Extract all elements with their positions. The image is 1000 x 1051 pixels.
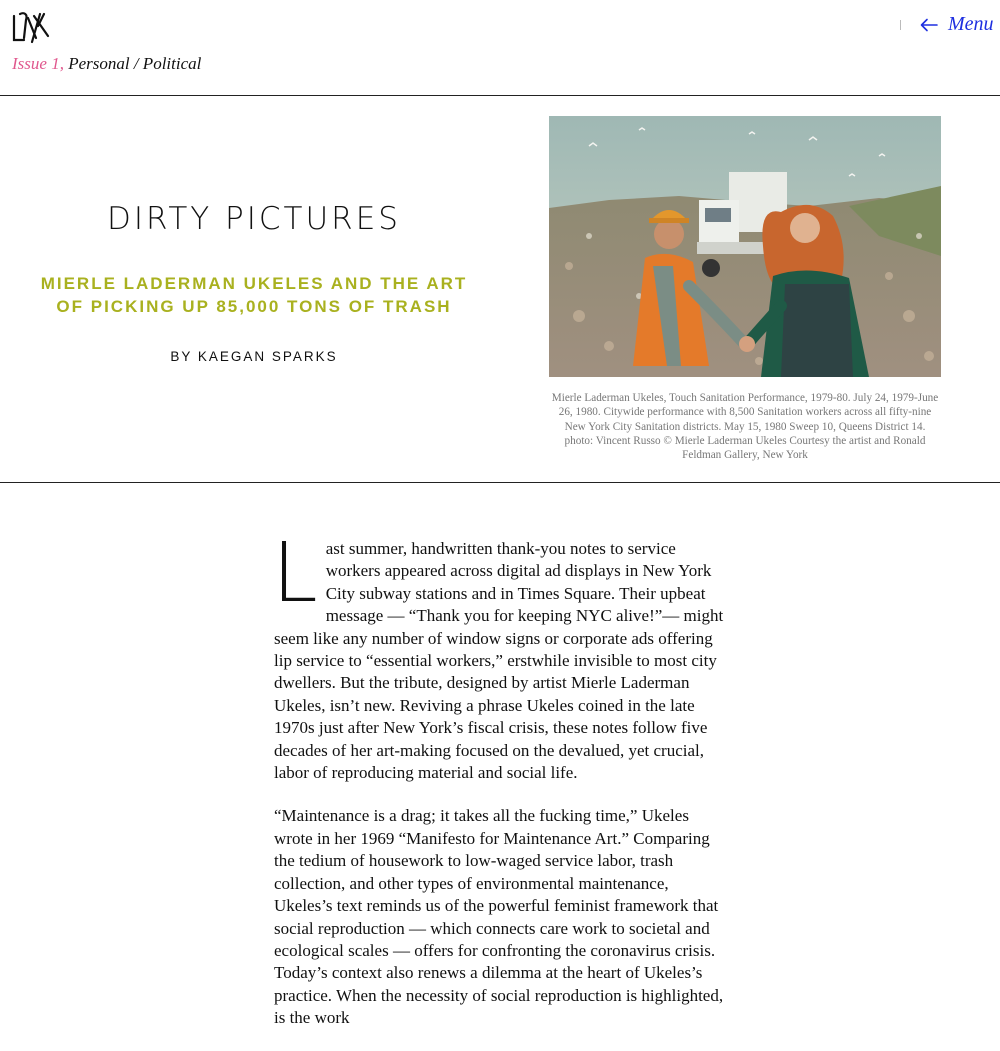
issue-theme: Personal / Political (68, 54, 202, 73)
paragraph-text: ast summer, handwritten thank-you notes to service workers appeared across digital ad displays in New York City subway stations and in Times Square. Their upbeat message — “Thank you for keeping NYC alive!”— might seem like any number of window signs or corporate ads offering lip service to “essential workers,” erstwhile invisible to most city dwellers. But the tribute, designed by artist Mierle Laderman Ukeles, isn’t new. Reviving a phrase Ukeles coined in the late 1970s just after New York’s fiscal crisis, these notes follow five decades of her art-making focused on the devalued, yet crucial, labor of reproducing material and social life. (274, 539, 724, 783)
menu-divider (900, 20, 901, 30)
menu-label: Menu (948, 13, 994, 35)
article-body (272, 526, 726, 1051)
magazine-monogram-logo[interactable] (10, 8, 52, 44)
article-byline: BY KAEGAN SPARKS (170, 349, 338, 364)
arrow-left-icon (920, 18, 938, 32)
article-subtitle: MIERLE LADERMAN UKELES AND THE ART OF PICKING UP 85,000 TONS OF TRASH (40, 274, 468, 316)
article-paragraph (272, 526, 726, 784)
hero-photo (549, 116, 941, 377)
menu-button[interactable] (920, 13, 994, 36)
photo-caption: Mierle Laderman Ukeles, Touch Sanitation Performance, 1979-80. July 24, 1979-June 26, 1980. Citywide performance with 8,500 Sanitation workers across all fifty-nine New York City Sanitation districts. May 15, 1980 Sweep 10, Queens District 14. photo: Vincent Russo © Mierle Laderman Ukeles Courtesy the artist and Ronald Feldman Gallery, New York (551, 392, 939, 462)
drop-cap: L (272, 526, 318, 621)
article-title: DIRTY PICTURES (107, 201, 401, 237)
header-divider (0, 95, 1000, 96)
issue-number: Issue 1, (12, 54, 64, 73)
hero-divider (0, 482, 1000, 483)
article-paragraph: “Maintenance is a drag; it takes all the fucking time,” Ukeles wrote in her 1969 “Manifesto for Maintenance Art.” Comparing the tedium of housework to low-waged service labor, trash collection, and other types of environmental maintenance, Ukeles’s text reminds us of the powerful feminist framework that social reproduction — which connects care work to societal and ecological scales — offers for confronting the coronavirus crisis. Today’s context also renews a dilemma at the heart of Ukeles’s practice. When the necessity of social reproduction is highlighted, is the work (274, 806, 724, 1028)
issue-label[interactable] (12, 54, 201, 74)
